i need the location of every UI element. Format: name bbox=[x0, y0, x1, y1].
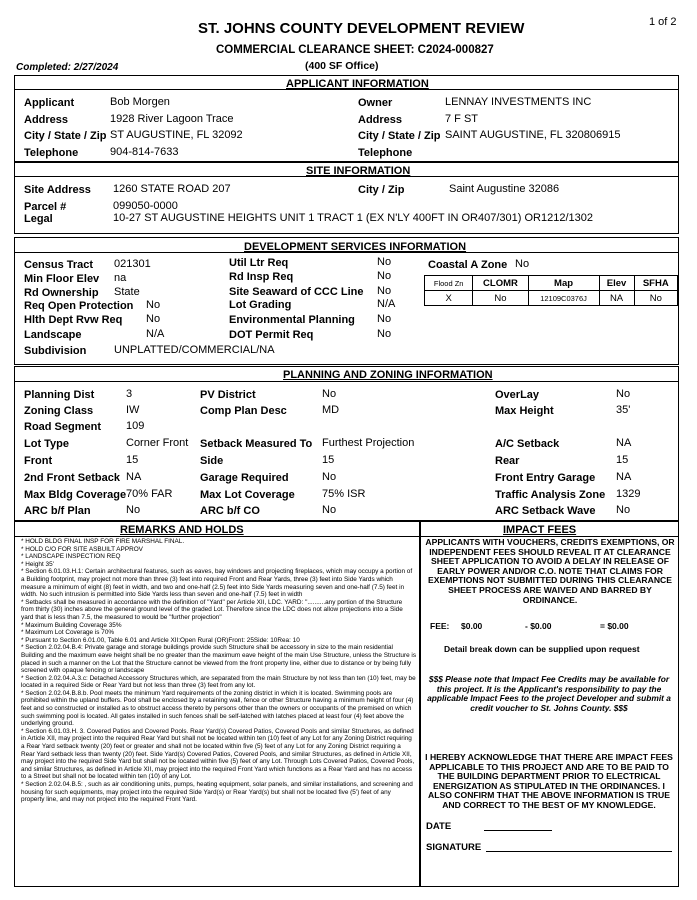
maxbldg-value: 70% FAR bbox=[126, 488, 173, 500]
owner-address-label: Address bbox=[358, 114, 403, 126]
rdown-label: Rd Ownership bbox=[24, 287, 99, 299]
impact-notice: APPLICANTS WITH VOUCHERS, CREDITS EXEMPTIONS, OR INDEPENDENT FEES SHOULD REVEAL IT AT CLEARANCE SHEET APPLICATION TO AVOID A DELAY IN RELEASE OF EARLY POWER AND/OR C.O. NOTE THAT CLAIMS FOR EXEMPTIONS NOT SUBMITTED DURING THIS CLEARANCE SHEET PROCESS ARE WAIVED AND BARRED BY ORDINANCE. bbox=[425, 537, 675, 605]
date-line[interactable] bbox=[484, 830, 552, 831]
census-value: 021301 bbox=[114, 258, 151, 270]
front2-value: NA bbox=[126, 471, 142, 483]
env-label: Environmental Planning bbox=[229, 314, 355, 326]
arcwave-value: No bbox=[616, 504, 631, 516]
remark-item: * Maximum Lot Coverage is 70% bbox=[21, 629, 115, 637]
rseg-label: Road Segment bbox=[24, 421, 102, 433]
fee-total: = $0.00 bbox=[600, 621, 629, 631]
subdiv-value: UNPLATTED/COMMERCIAL/NA bbox=[114, 344, 275, 356]
flood-value-cell: No bbox=[634, 291, 677, 306]
flood-table bbox=[424, 275, 678, 306]
garage-value: No bbox=[322, 471, 337, 483]
sheet-title: COMMERCIAL CLEARANCE SHEET: C2024-000827 bbox=[216, 44, 494, 56]
acknowledgement: I HEREBY ACKNOWLEDGE THAT THERE ARE IMPACT FEES APPLICABLE TO THIS PROJECT AND ARE TO BE PAID TO THE BUILDING DEPARTMENT PRIOR TO ELECTRICAL ENERGIZATION AS STIPULATED IN THE ORDINANCES. I ALSO CONFIRM THAT THE ABOVE INFORMATION IS TRUE AND CORRECT TO THE BEST OF MY KNOWLEDGE. bbox=[425, 752, 673, 810]
dot-value: No bbox=[377, 328, 392, 340]
overlay-label: OverLay bbox=[495, 389, 540, 401]
remark-item: * Section 2.02.04.B.8.b. Pool meets the minimum Yard requirements of the zoning district in which it is located. Swimming pools are prohibited within the upland buffers. Pool shall be enclosed by a retaining wall, fence or other Structure having a minimum height of four (4) feet and so constructed or installed as to obstruct access thereto by persons other than the owners or occupants of the premised on which such swimming pool is located. All gates installed in such fences shall be self-latched with latches placed at least four (4) feet above the underlying ground. bbox=[21, 689, 414, 728]
zclass-value: IW bbox=[126, 404, 140, 416]
landscape-label: Landscape bbox=[24, 329, 82, 341]
site-city-zip: Saint Augustine 32086 bbox=[449, 183, 560, 195]
comp-value: MD bbox=[322, 404, 340, 416]
pv-value: No bbox=[322, 388, 337, 400]
owner-csz-label: City / State / Zip bbox=[358, 130, 441, 142]
flood-header-cell: Flood Zn bbox=[425, 276, 473, 291]
reqopen-label: Req Open Protection bbox=[24, 300, 134, 312]
phone-label: Telephone bbox=[24, 147, 79, 159]
flood-value-cell: NA bbox=[599, 291, 634, 306]
remarks-title: REMARKS AND HOLDS bbox=[120, 524, 244, 536]
fentry-label: Front Entry Garage bbox=[495, 472, 596, 484]
fentry-value: NA bbox=[616, 471, 632, 483]
rear-label: Rear bbox=[495, 455, 520, 467]
coastal-value: No bbox=[515, 258, 530, 270]
city-zip-label: City / Zip bbox=[358, 184, 405, 196]
applicant-phone: 904-814-7633 bbox=[110, 146, 179, 158]
flood-header-cell: CLOMR bbox=[473, 276, 528, 291]
csz-label: City / State / Zip bbox=[24, 130, 107, 142]
flood-value-cell: No bbox=[473, 291, 528, 306]
pz-section-title: PLANNING AND ZONING INFORMATION bbox=[283, 369, 493, 381]
side-value: 15 bbox=[322, 454, 335, 466]
hlth-label: Hlth Dept Rvw Req bbox=[24, 314, 123, 326]
arcplan-value: No bbox=[126, 504, 141, 516]
owner-name: LENNAY INVESTMENTS INC bbox=[445, 96, 592, 108]
flood-value-cell: X bbox=[425, 291, 473, 306]
comp-label: Comp Plan Desc bbox=[200, 405, 287, 417]
rdinsp-label: Rd Insp Req bbox=[229, 271, 294, 283]
hlth-value: No bbox=[146, 313, 161, 325]
applicant-section-title: APPLICANT INFORMATION bbox=[286, 78, 429, 90]
site-address: 1260 STATE ROAD 207 bbox=[113, 183, 231, 195]
arcwave-label: ARC Setback Wave bbox=[495, 505, 596, 517]
pdist-value: 3 bbox=[126, 388, 133, 400]
side-label: Side bbox=[200, 455, 224, 467]
reqopen-value: No bbox=[146, 299, 161, 311]
flood-value-cell: 12109C0376J bbox=[528, 291, 599, 306]
legal-description: 10-27 ST AUGUSTINE HEIGHTS UNIT 1 TRACT 1 (EX N'LY 400FT IN OR407/301) OR1212/1302 bbox=[113, 212, 593, 224]
site-section-title: SITE INFORMATION bbox=[306, 165, 411, 177]
arcco-label: ARC b/f CO bbox=[200, 505, 260, 517]
front-value: 15 bbox=[126, 454, 139, 466]
owner-phone-label: Telephone bbox=[358, 147, 413, 159]
pv-label: PV District bbox=[200, 389, 256, 401]
flood-header-row bbox=[425, 276, 678, 291]
date-label: DATE bbox=[426, 821, 452, 832]
seaward-value: No bbox=[377, 285, 392, 297]
flood-value-row bbox=[425, 291, 678, 306]
census-label: Census Tract bbox=[24, 259, 94, 271]
coastal-label: Coastal A Zone bbox=[428, 259, 508, 271]
pdist-label: Planning Dist bbox=[24, 389, 95, 401]
signature-line[interactable] bbox=[486, 851, 672, 852]
remark-item: * Setbacks shall be measured in accordance with the definition of "Yard" per Article XII, LDC. YARD: "..........any portion of the Structure from thirty (30) inches above the general ground level of the graded Lot. Therefore since the LDC does not allow projections into a Side yard that is less than 7.5, the measured to would be "further projection" bbox=[21, 598, 403, 621]
env-value: No bbox=[377, 313, 392, 325]
rdinsp-value: No bbox=[377, 270, 392, 282]
page-number: 1 of 2 bbox=[649, 16, 677, 28]
front-label: Front bbox=[24, 455, 53, 467]
arcplan-label: ARC b/f Plan bbox=[24, 505, 91, 517]
arcco-value: No bbox=[322, 504, 337, 516]
front2-label: 2nd Front Setback bbox=[24, 472, 120, 484]
fee-credit: - $0.00 bbox=[525, 621, 552, 631]
landscape-value: N/A bbox=[146, 328, 165, 340]
owner-address: 7 F ST bbox=[445, 113, 479, 125]
rdown-value: State bbox=[114, 286, 140, 298]
grading-label: Lot Grading bbox=[229, 299, 292, 311]
flood-header-cell: Elev bbox=[599, 276, 634, 291]
rseg-value: 109 bbox=[126, 420, 145, 432]
remark-item: * Maximum Building Coverage 35% bbox=[21, 621, 122, 629]
overlay-value: No bbox=[616, 388, 631, 400]
applicant-csz: ST AUGUSTINE, FL 32092 bbox=[110, 129, 243, 141]
remark-item: * Pursuant to Section 6.01.00, Table 6.01 and Article XII:Open Rural (OR)Front: 25Side: 10Rea: 10 bbox=[21, 636, 300, 644]
minfloor-label: Min Floor Elev bbox=[24, 273, 100, 285]
util-value: No bbox=[377, 256, 392, 268]
garage-label: Garage Required bbox=[200, 472, 289, 484]
flood-header-cell: Map bbox=[528, 276, 599, 291]
applicant-name: Bob Morgen bbox=[110, 96, 170, 108]
page-title: ST. JOHNS COUNTY DEVELOPMENT REVIEW bbox=[198, 20, 525, 37]
lottype-label: Lot Type bbox=[24, 438, 70, 450]
grading-value: N/A bbox=[377, 298, 396, 310]
seaward-label: Site Seaward of CCC Line bbox=[229, 286, 364, 298]
parcel-number: 099050-0000 bbox=[113, 200, 178, 212]
maxlot-value: 75% ISR bbox=[322, 488, 366, 500]
maxh-value: 35' bbox=[616, 404, 631, 416]
remark-item: * Section 2.02.04.B.5: , such as air conditioning units, pumps, heating equipment, solar panels, and similar installations, and screening and housing for such equipments, may project into the required Side Yard(s) or Rear Yard(s) but shall not be located five (5') feet of any property line, and may not project into the required Front Yard. bbox=[21, 781, 413, 804]
ac-label: A/C Setback bbox=[495, 438, 560, 450]
site-address-label: Site Address bbox=[24, 184, 91, 196]
legal-label: Legal bbox=[24, 213, 53, 225]
fee-breakdown: Detail break down can be supplied upon request bbox=[444, 644, 640, 654]
remark-item: * Height 35' bbox=[21, 560, 54, 568]
maxbldg-label: Max Bldg Coverage bbox=[24, 489, 127, 501]
lottype-value: Corner Front bbox=[126, 437, 189, 449]
remark-item: * LANDSCAPE INSPECTION REQ bbox=[21, 553, 121, 561]
setback-label: Setback Measured To bbox=[200, 438, 313, 450]
fee-amount: $0.00 bbox=[461, 621, 483, 631]
flood-header-cell: SFHA bbox=[634, 276, 677, 291]
subdiv-label: Subdivision bbox=[24, 345, 87, 357]
zclass-label: Zoning Class bbox=[24, 405, 94, 417]
dot-label: DOT Permit Req bbox=[229, 329, 314, 341]
fee-label: FEE: bbox=[430, 621, 450, 631]
remarks-list bbox=[21, 538, 416, 882]
parcel-label: Parcel # bbox=[24, 201, 67, 213]
remark-item: * Section 6.01.03.H.1: Certain architectural features, such as eaves, bay windows and projecting fireplaces, which may occupy a portion of a Building footprint, may project not more than three (3) feet into required Front and Rear Yards, three (3) feet into Side Yards which measure a minimum of eight (8) feet in width, and two and one-half (2.5) feet into Side Yards measuring seven and one-half (7.5) feet in width. No such intrusion is permitted into Side Yards less than seven and one-half (7.5) feet in width bbox=[21, 568, 413, 599]
rear-value: 15 bbox=[616, 454, 629, 466]
owner-label: Owner bbox=[358, 97, 393, 109]
setback-value: Furthest Projection bbox=[322, 437, 415, 449]
address-label: Address bbox=[24, 114, 69, 126]
traffic-label: Traffic Analysis Zone bbox=[495, 489, 606, 501]
applicant-address: 1928 River Lagoon Trace bbox=[110, 113, 234, 125]
maxlot-label: Max Lot Coverage bbox=[200, 489, 295, 501]
ac-value: NA bbox=[616, 437, 632, 449]
remark-item: * Section 2.02.04.B.4: Private garage and storage buildings provide such Structure shall be accessory in size to the main residential Building and the maximum eave height shall be no greater than the maximum eave height of the main Use Structure, unless the Structure is placed in such a manner on the Lot that the Structure cannot be viewed from the front property line, either due to distance or by being fully screened with opaque fencing or landscape bbox=[21, 644, 416, 675]
sheet-subtitle: (400 SF Office) bbox=[305, 60, 379, 72]
applicant-label: Applicant bbox=[24, 97, 75, 109]
impact-title: IMPACT FEES bbox=[503, 524, 577, 536]
completed-date: Completed: 2/27/2024 bbox=[16, 62, 119, 73]
traffic-value: 1329 bbox=[616, 488, 641, 500]
credits-note: $$$ Please note that Impact Fee Credits may be available for this project. It is the Applicant's responsibility to pay the applicable Impact Fees to the project Developer and submit a credit voucher to St. Johns County. $$$ bbox=[427, 674, 671, 713]
signature-label: SIGNATURE bbox=[426, 842, 482, 853]
remark-item: * HOLD BLDG FINAL INSP FOR FIRE MARSHAL FINAL. bbox=[21, 538, 185, 545]
util-label: Util Ltr Req bbox=[229, 257, 289, 269]
owner-csz: SAINT AUGUSTINE, FL 320806915 bbox=[445, 129, 621, 141]
remark-item: * Section 6.01.03.H. 3. Covered Patios and Covered Pools. Rear Yard(s) Covered Patios, Covered Pools and similar Structures, as defined in Article XII, may project into the required Rear Yard but shall not be located within ten (10) feet of any Lot for any Zoning District requiring a Rear Yard setback twenty (20) feet or greater and shall not be located within five (5) feet of any Lot for any Zoning District requiring a Rear Yard setback less than twenty (20) feet. Side Yard(s) Covered Patios, Covered Pools, and similar Structures, as defined in Article XII, may project into the required Side Yard but shall not be located within five (5) feet of any Lot. Through Lots Covered Patios, Covered Pools, and similar Structures, as defined in Article XII, may project into the required Front Yard which functions as a Rear Yard and has no access to a Street but shall not be located within ten (10) of any Lot. bbox=[21, 727, 415, 781]
minfloor-value: na bbox=[114, 272, 127, 284]
dev-section-title: DEVELOPMENT SERVICES INFORMATION bbox=[244, 241, 467, 253]
remark-item: * HOLD C/O FOR SITE ASBUILT APPROV bbox=[21, 545, 143, 553]
maxh-label: Max Height bbox=[495, 405, 554, 417]
remark-item: * Section 2.02.04.A.3.c: Detached Accessory Structures which, are separated from the main Structure by not less than ten (10) feet, may be located in a required Side or Rear Yard but not less than three (3) feet from any lot. bbox=[21, 674, 416, 690]
